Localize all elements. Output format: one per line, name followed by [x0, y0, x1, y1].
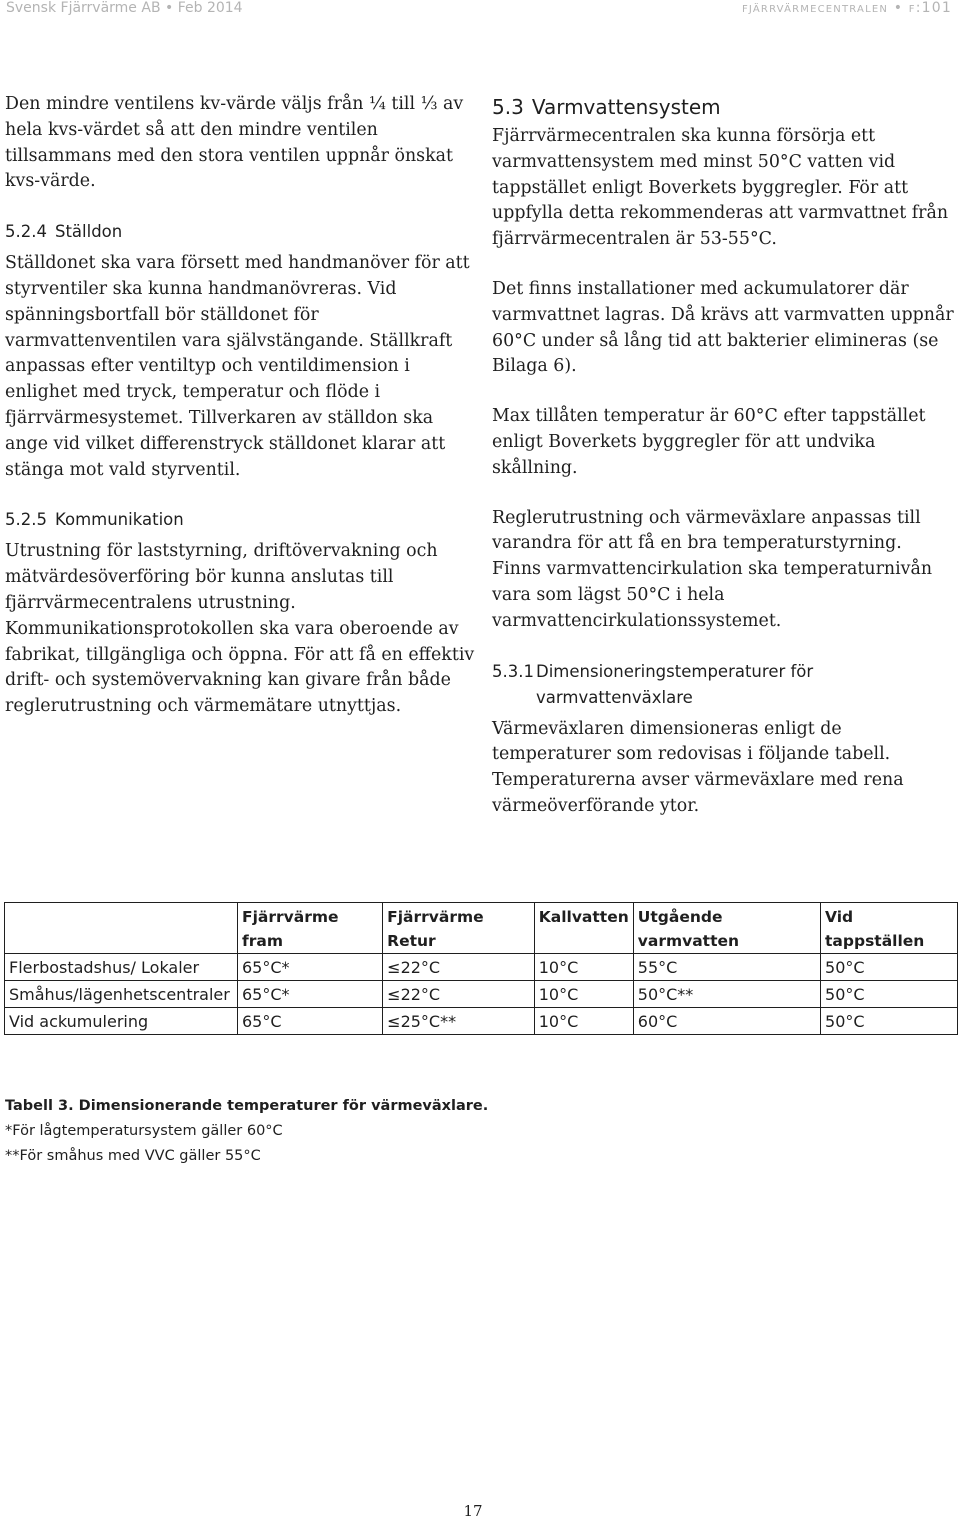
- header-document-code: fjärrvärmecentralen • f:101: [741, 0, 952, 16]
- section-title: Varmvattensystem: [531, 95, 721, 119]
- table-cell: 55°C: [633, 954, 820, 981]
- table-row: [5, 1008, 958, 1035]
- intro-paragraph: Den mindre ventilens kv-värde väljs från ¼ till ⅓ av hela kvs-värdet så att den mindre ventilen tillsammans med den stora ventilen uppnår önskat kvs-värde.: [5, 94, 464, 192]
- table-cell: 10°C: [534, 981, 633, 1008]
- section-5-3-1-body: Värmeväxlaren dimensioneras enligt de temperaturer som redovisas i följande tabell. Temperaturerna avser värmeväxlare med rena värmeöverförande ytor.: [492, 718, 904, 816]
- section-5-3-heading: [492, 92, 954, 122]
- section-number: 5.2.4: [5, 222, 47, 242]
- table-cell: 10°C: [534, 954, 633, 981]
- table-cell: Vid ackumulering: [5, 1008, 238, 1035]
- section-5-3-paragraph-2: Det finns installationer med ackumulatorer där varmvattnet lagras. Då krävs att varmvatten uppnår 60°C under så lång tid att bakterier elimineras (se Bilaga 6).: [492, 278, 954, 377]
- section-5-2-4-heading: [5, 219, 475, 245]
- table-header-cell: [5, 903, 238, 954]
- table-cell: Flerbostadshus/ Lokaler: [5, 954, 238, 981]
- section-number: 5.3.1: [492, 661, 534, 681]
- table-cell: 50°C: [821, 981, 958, 1008]
- dimensioning-temperature-table: [4, 902, 958, 1035]
- left-column: [5, 92, 475, 744]
- table-header-cell: Utgående varmvatten: [633, 903, 820, 954]
- table-cell: 50°C: [821, 954, 958, 981]
- table-header-cell: Fjärrvärme Retur: [383, 903, 535, 954]
- table-caption: [5, 1094, 488, 1169]
- table-footnote-2: **För småhus med VVC gäller 55°C: [5, 1148, 261, 1164]
- table-row: [5, 981, 958, 1008]
- section-number: 5.3: [492, 95, 524, 119]
- table-cell: ≤22°C: [383, 954, 535, 981]
- table-header-row: [5, 903, 958, 954]
- section-5-3-paragraph-4: Reglerutrustning och värmeväxlare anpassas till varandra för att få en bra temperaturstyrning. Finns varmvattencirkulation ska temperaturnivån vara som lägst 50°C i hela varmvattencirkulationssystemet.: [492, 507, 933, 631]
- section-5-2-5-body: Utrustning för laststyrning, driftövervakning och mätvärdesöverföring bör kunna anslutas till fjärrvärmecentralens utrustning. Kommunikationsprotokollen ska vara oberoende av fabrikat, tillgängliga och öppna. För att få en effektiv drift- och systemövervakning kan givare från både reglerutrustning och värmemätare utnyttjas.: [5, 541, 475, 717]
- page-number: 17: [463, 1502, 483, 1520]
- table-header-cell: Kallvatten: [534, 903, 633, 954]
- section-5-3-paragraph-3: Max tillåten temperatur är 60°C efter tappstället enligt Boverkets byggregler för att undvika skållning.: [492, 406, 926, 478]
- table-cell: ≤22°C: [383, 981, 535, 1008]
- table-row: [5, 954, 958, 981]
- section-title: Dimensioneringstemperaturer för varmvattenväxlare: [536, 661, 814, 707]
- table-cell: 65°C*: [238, 981, 383, 1008]
- table-header-cell: Fjärrvärme fram: [238, 903, 383, 954]
- section-5-2-4-body: Ställdonet ska vara försett med handmanöver för att styrventiler ska kunna handmanövreras. Vid spänningsbortfall bör ställdonet för varmvattenventilen vara självstängande. Ställkraft anpassas efter ventiltyp och ventildimension i enlighet med tryck, temperatur och flöde i fjärrvärmesystemet. Tillverkaren av ställdon ska ange vid vilket differenstryck ställdonet klarar att stänga mot vald styrventil.: [5, 253, 470, 480]
- section-5-2-5-heading: [5, 507, 475, 533]
- section-title: Kommunikation: [54, 510, 184, 530]
- table-cell: 65°C*: [238, 954, 383, 981]
- table-cell: 65°C: [238, 1008, 383, 1035]
- table-cell: 60°C: [633, 1008, 820, 1035]
- table-header-cell: Vid tappställen: [821, 903, 958, 954]
- page-header: [0, 0, 960, 22]
- section-5-3-paragraph-1: Fjärrvärmecentralen ska kunna försörja ett varmvattensystem med minst 50°C vatten vid tappstället enligt Boverkets byggregler. För att uppfylla detta rekommenderas att varmvattnet från fjärrvärmecentralen är 53-55°C.: [492, 126, 949, 250]
- right-column: [492, 92, 954, 844]
- table-caption-title: Tabell 3. Dimensionerande temperaturer för värmeväxlare.: [5, 1098, 489, 1114]
- table-cell: Småhus/lägenhetscentraler: [5, 981, 238, 1008]
- table-cell: 50°C**: [633, 981, 820, 1008]
- table-cell: 50°C: [821, 1008, 958, 1035]
- section-number: 5.2.5: [5, 510, 47, 530]
- section-title: Ställdon: [54, 222, 123, 242]
- table-cell: ≤25°C**: [383, 1008, 535, 1035]
- section-5-3-1-heading: [492, 659, 954, 711]
- table-cell: 10°C: [534, 1008, 633, 1035]
- table-footnote-1: *För lågtemperatursystem gäller 60°C: [5, 1123, 283, 1139]
- header-publisher: Svensk Fjärrvärme AB • Feb 2014: [6, 0, 243, 16]
